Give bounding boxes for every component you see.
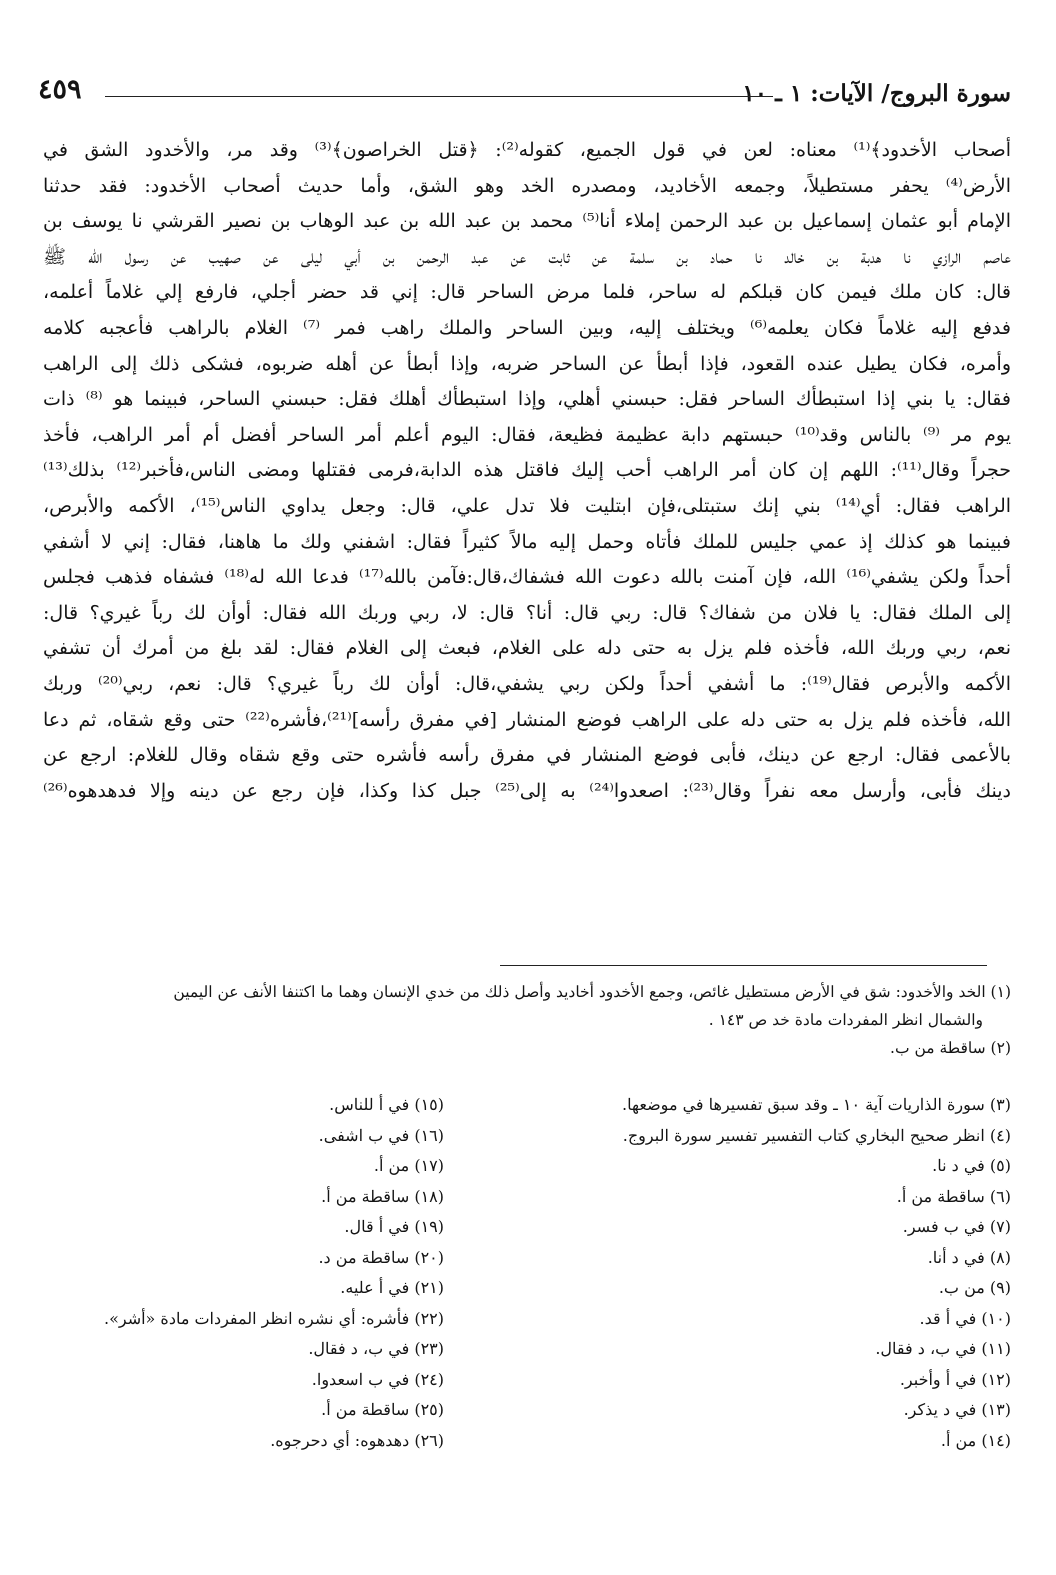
footnote: (١٦) في ب اشفى.	[318, 1125, 444, 1145]
footnote: (٩) من ب.	[938, 1278, 1011, 1297]
text-line: إلى الملك فقال: يا فلان من شفاك؟ قال: ربي قال: أنا؟ قال: لا، ربي وربك الله فقال: أوأن لك رباً غيري؟ قال:	[43, 601, 1011, 624]
footnote: (٢٥) ساقطة من أ.	[321, 1400, 444, 1419]
footnote-2: (٢) ساقطة من ب.	[890, 1039, 1011, 1057]
text-line: قال: كان ملك فيمن كان قبلكم له ساحر، فلما مرض الساحر قال: إني قد حضر أجلي، فارفع إلي غلاماً أعلمه،	[43, 281, 1011, 304]
text-line: فدفع إليه غلاماً فكان يعلمه⁽⁶⁾ ويختلف إليه، وبين الساحر والملك راهب فمر ⁽⁷⁾ الغلام بالراهب فأعجبه كلامه	[43, 316, 1011, 339]
text-line: حجراً وقال⁽¹¹⁾: اللهم إن كان أمر الراهب أحب إليك فاقتل هذه الدابة،فرمى فقتلها ومضى الناس،فأخبر⁽¹²⁾ بذلك⁽¹³⁾	[43, 459, 1011, 482]
footnote: (١٨) ساقطة من أ.	[321, 1186, 444, 1206]
footnote: (٦) ساقطة من أ.	[896, 1186, 1011, 1206]
running-header: سورة البروج/ الآيات: ١ ـ ١٠	[742, 80, 1011, 107]
footnotes-wide	[36, 978, 1011, 1062]
footnote: (٨) في د أنا.	[927, 1247, 1011, 1267]
footnote: (١٢) في أ وأخبر.	[899, 1369, 1011, 1389]
footnote: (١٩) في أ قال.	[344, 1217, 444, 1236]
text-line: فبينما هو كذلك إذ عمي جليس للملك فأتاه وحمل إليه مالاً كثيراً فقال: اشفني ولك ما هاهنا، فقال: إني لا أشفي	[43, 530, 1011, 553]
text-line: أحداً ولكن يشفي⁽¹⁶⁾ الله، فإن آمنت بالله دعوت الله فشفاك،قال:فآمن بالله⁽¹⁷⁾ فدعا الله له⁽¹⁸⁾ فشفاه فذهب فجلس	[43, 566, 1011, 589]
text-line: وأمره، فكان يطيل عنده القعود، فإذا أبطأ عن الساحر ضربه، وإذا أبطأ عن أهله ضربوه، فشكى ذلك إلى الراهب	[43, 352, 1011, 375]
footnote: (١١) في ب، د فقال.	[875, 1339, 1011, 1358]
footnote: (٢٢) فأشره: أي نشره انظر المفردات مادة «أشر».	[104, 1308, 444, 1328]
text-line: الراهب فقال: أي⁽¹⁴⁾ بني إنك ستبتلى،فإن ابتليت فلا تدل علي، قال: وجعل يداوي الناس⁽¹⁵⁾، الأكمه والأبرص،	[43, 494, 1011, 517]
text-line: بالأعمى فقال: ارجع عن دينك، فأبى فوضع المنشار في مفرق رأسه فأشره حتى وقع شقاه وقال للغلام: ارجع عن	[43, 744, 1011, 767]
text-line: الأرض⁽⁴⁾ يحفر مستطيلاً، وجمعه الأخاديد، ومصدره الخد وهو الشق، وأما حديث أصحاب الأخدود: فقد حدثنا	[43, 174, 1011, 197]
footnotes-left-column	[44, 1090, 444, 1456]
footnote: (٢١) في أ عليه.	[340, 1278, 444, 1297]
footnote: (١٠) في أ قد.	[919, 1308, 1011, 1328]
footnote: (١٥) في أ للناس.	[329, 1095, 444, 1114]
text-line: نعم، ربي وربك الله، فأخذه فلم يزل به حتى دله على الغلام، فبعث إلى الغلام فقال: لقد بلغ من أمرك أن تشفي	[43, 637, 1011, 660]
footnote: (١٣) في د يذكر.	[903, 1400, 1011, 1419]
text-line: الله، فأخذه فلم يزل به حتى دله على الراهب فوضع المنشار [في مفرق رأسه]⁽²¹⁾،فأشره⁽²²⁾ حتى وقع شقاه، ثم دعا	[43, 708, 1011, 731]
text-line: يوم مر ⁽⁹⁾ بالناس وقد⁽¹⁰⁾ حبستهم دابة عظيمة فظيعة، فقال: اليوم أعلم أمر الساحر أفضل أم أمر الراهب، فأخذ	[43, 423, 1011, 446]
text-line: فقال: يا بني إذا استبطأك الساحر فقل: حبسني أهلي، وإذا استبطأك أهلك فقل: حبسني الساحر، فبينما هو ⁽⁸⁾ ذات	[43, 388, 1011, 411]
header-rule	[105, 96, 773, 97]
footnote-rule	[500, 965, 987, 966]
footnote: (٢٣) في ب، د فقال.	[308, 1339, 444, 1358]
page-number: ٤٥٩	[38, 74, 82, 105]
text-line: أصحاب الأخدود﴾⁽¹⁾ معناه: لعن في قول الجميع، كقوله⁽²⁾: ﴿قتل الخراصون﴾⁽³⁾ وقد مر، والأخدود الشق في	[43, 139, 1011, 161]
footnote: (٢٤) في ب اسعدوا.	[311, 1369, 444, 1389]
footnote: (٢٦) دهدهوه: أي دحرجوه.	[270, 1430, 444, 1450]
footnote: (١٧) من أ.	[373, 1156, 444, 1175]
footnote: (٣) سورة الذاريات آية ١٠ ـ وقد سبق تفسيرها في موضعها.	[622, 1095, 1011, 1114]
footnote: (١٤) من أ.	[940, 1430, 1011, 1450]
text-line: الإمام أبو عثمان إسماعيل بن عبد الرحمن إملاء أنا⁽⁵⁾ محمد بن عبد الله بن عبد الوهاب بن نصير القرشي نا يوسف بن	[43, 210, 1011, 233]
footnote: (٢٠) ساقطة من د.	[318, 1247, 444, 1267]
footnote: (٧) في ب فسر.	[902, 1217, 1011, 1236]
footnote-1-line-1: (١) الخد والأخدود: شق في الأرض مستطيل غائص، وجمع الأخدود أخاديد وأصل ذلك من خدي الإنسان وهما ما اكتنفا الأنف عن اليمين	[173, 983, 1011, 1001]
text-line: الأكمه والأبرص فقال⁽¹⁹⁾: ما أشفي أحداً ولكن ربي يشفي،قال: أوأن لك رباً غيري؟ قال: نعم، ربي⁽²⁰⁾ وربك	[43, 672, 1011, 695]
text-line: عاصم الرازي نا هدبة بن خالد نا حماد بن سلمة عن ثابت عن عبد الرحمن بن أبي ليلى عن صهيب عن رسول الله ﷺ	[43, 245, 1011, 268]
footnote: (٤) انظر صحيح البخاري كتاب التفسير تفسير سورة البروج.	[622, 1125, 1011, 1145]
text-line: دينك فأبى، وأرسل معه نفراً وقال⁽²³⁾: اصعدوا⁽²⁴⁾ به إلى⁽²⁵⁾ جبل كذا وكذا، فإن رجع عن دينه وإلا فدهدهوه⁽²⁶⁾	[43, 779, 1011, 802]
main-text	[43, 133, 1011, 809]
footnote: (٥) في د نا.	[932, 1156, 1011, 1175]
footnotes-right-column	[541, 1090, 1011, 1456]
footnote-1-line-2: والشمال انظر المفردات مادة خد ص ١٤٣ .	[708, 1011, 983, 1029]
